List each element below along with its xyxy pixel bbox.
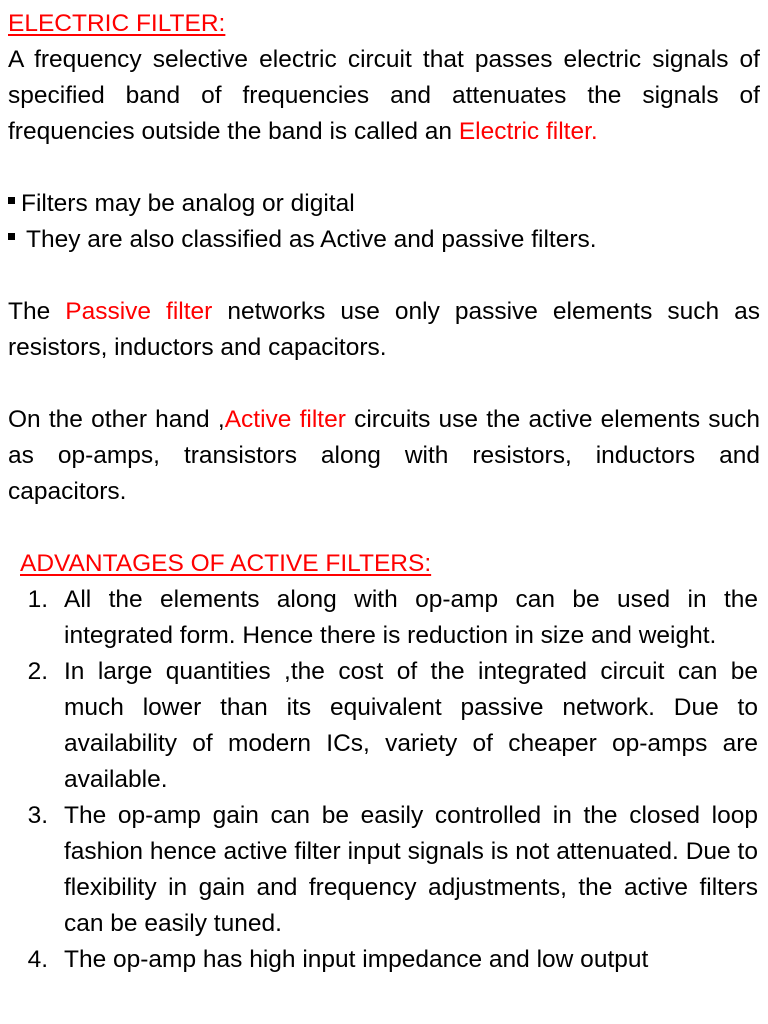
bullet-text: Filters may be analog or digital	[21, 190, 355, 217]
document-page	[8, 6, 760, 978]
spacer	[8, 150, 760, 186]
active-filter-paragraph	[8, 402, 760, 510]
active-before: On the other hand ,	[8, 406, 225, 433]
item-text: All the elements along with op-amp can be used in the integrated form. Hence there is reduction in size and weight.	[64, 586, 758, 649]
item-text: In large quantities ,the cost of the integrated circuit can be much lower than its equivalent passive network. Due to availability of modern ICs, variety of cheaper op-amps are available.	[64, 658, 758, 793]
spacer	[8, 366, 760, 402]
passive-term: Passive filter	[65, 298, 213, 325]
spacer	[8, 258, 760, 294]
active-term: Active filter	[224, 406, 346, 433]
electric-filter-heading: ELECTRIC FILTER:	[8, 10, 226, 37]
square-bullet-icon	[8, 197, 15, 204]
spacer	[8, 510, 760, 546]
list-item	[8, 582, 760, 654]
passive-before: The	[8, 298, 66, 325]
advantages-heading: ADVANTAGES OF ACTIVE FILTERS:	[20, 550, 432, 577]
definition-term: Electric filter.	[458, 118, 598, 145]
bullet-text: They are also classified as Active and passive filters.	[26, 226, 597, 253]
item-text: The op-amp has high input impedance and low output	[64, 946, 649, 973]
list-item	[8, 942, 760, 978]
electric-filter-definition	[8, 42, 760, 150]
square-bullet-icon	[8, 233, 15, 240]
list-item	[8, 654, 760, 798]
bullet-item	[8, 222, 760, 258]
item-text: The op-amp gain can be easily controlled in the closed loop fashion hence active filter input signals is not attenuated. Due to flexibility in gain and frequency adjustments, the active filters can be easily tuned.	[64, 802, 758, 937]
bullet-item	[8, 186, 760, 222]
list-item	[8, 798, 760, 942]
advantages-list	[8, 582, 760, 978]
passive-after: networks use only passive elements such as resistors, inductors and capacitors.	[8, 298, 760, 361]
item-number: 3.	[27, 802, 48, 829]
item-number: 1.	[27, 586, 48, 613]
item-number: 2.	[27, 658, 48, 685]
active-after: circuits use the active elements such as op-amps, transistors along with resistors, inductors and capacitors.	[8, 406, 761, 505]
definition-text: A frequency selective electric circuit that passes electric signals of specified band of frequencies and attenuates the signals of frequencies outside the band is called an	[8, 46, 760, 145]
item-number: 4.	[27, 946, 48, 973]
passive-filter-paragraph	[8, 294, 760, 366]
filter-bullets	[8, 186, 760, 258]
